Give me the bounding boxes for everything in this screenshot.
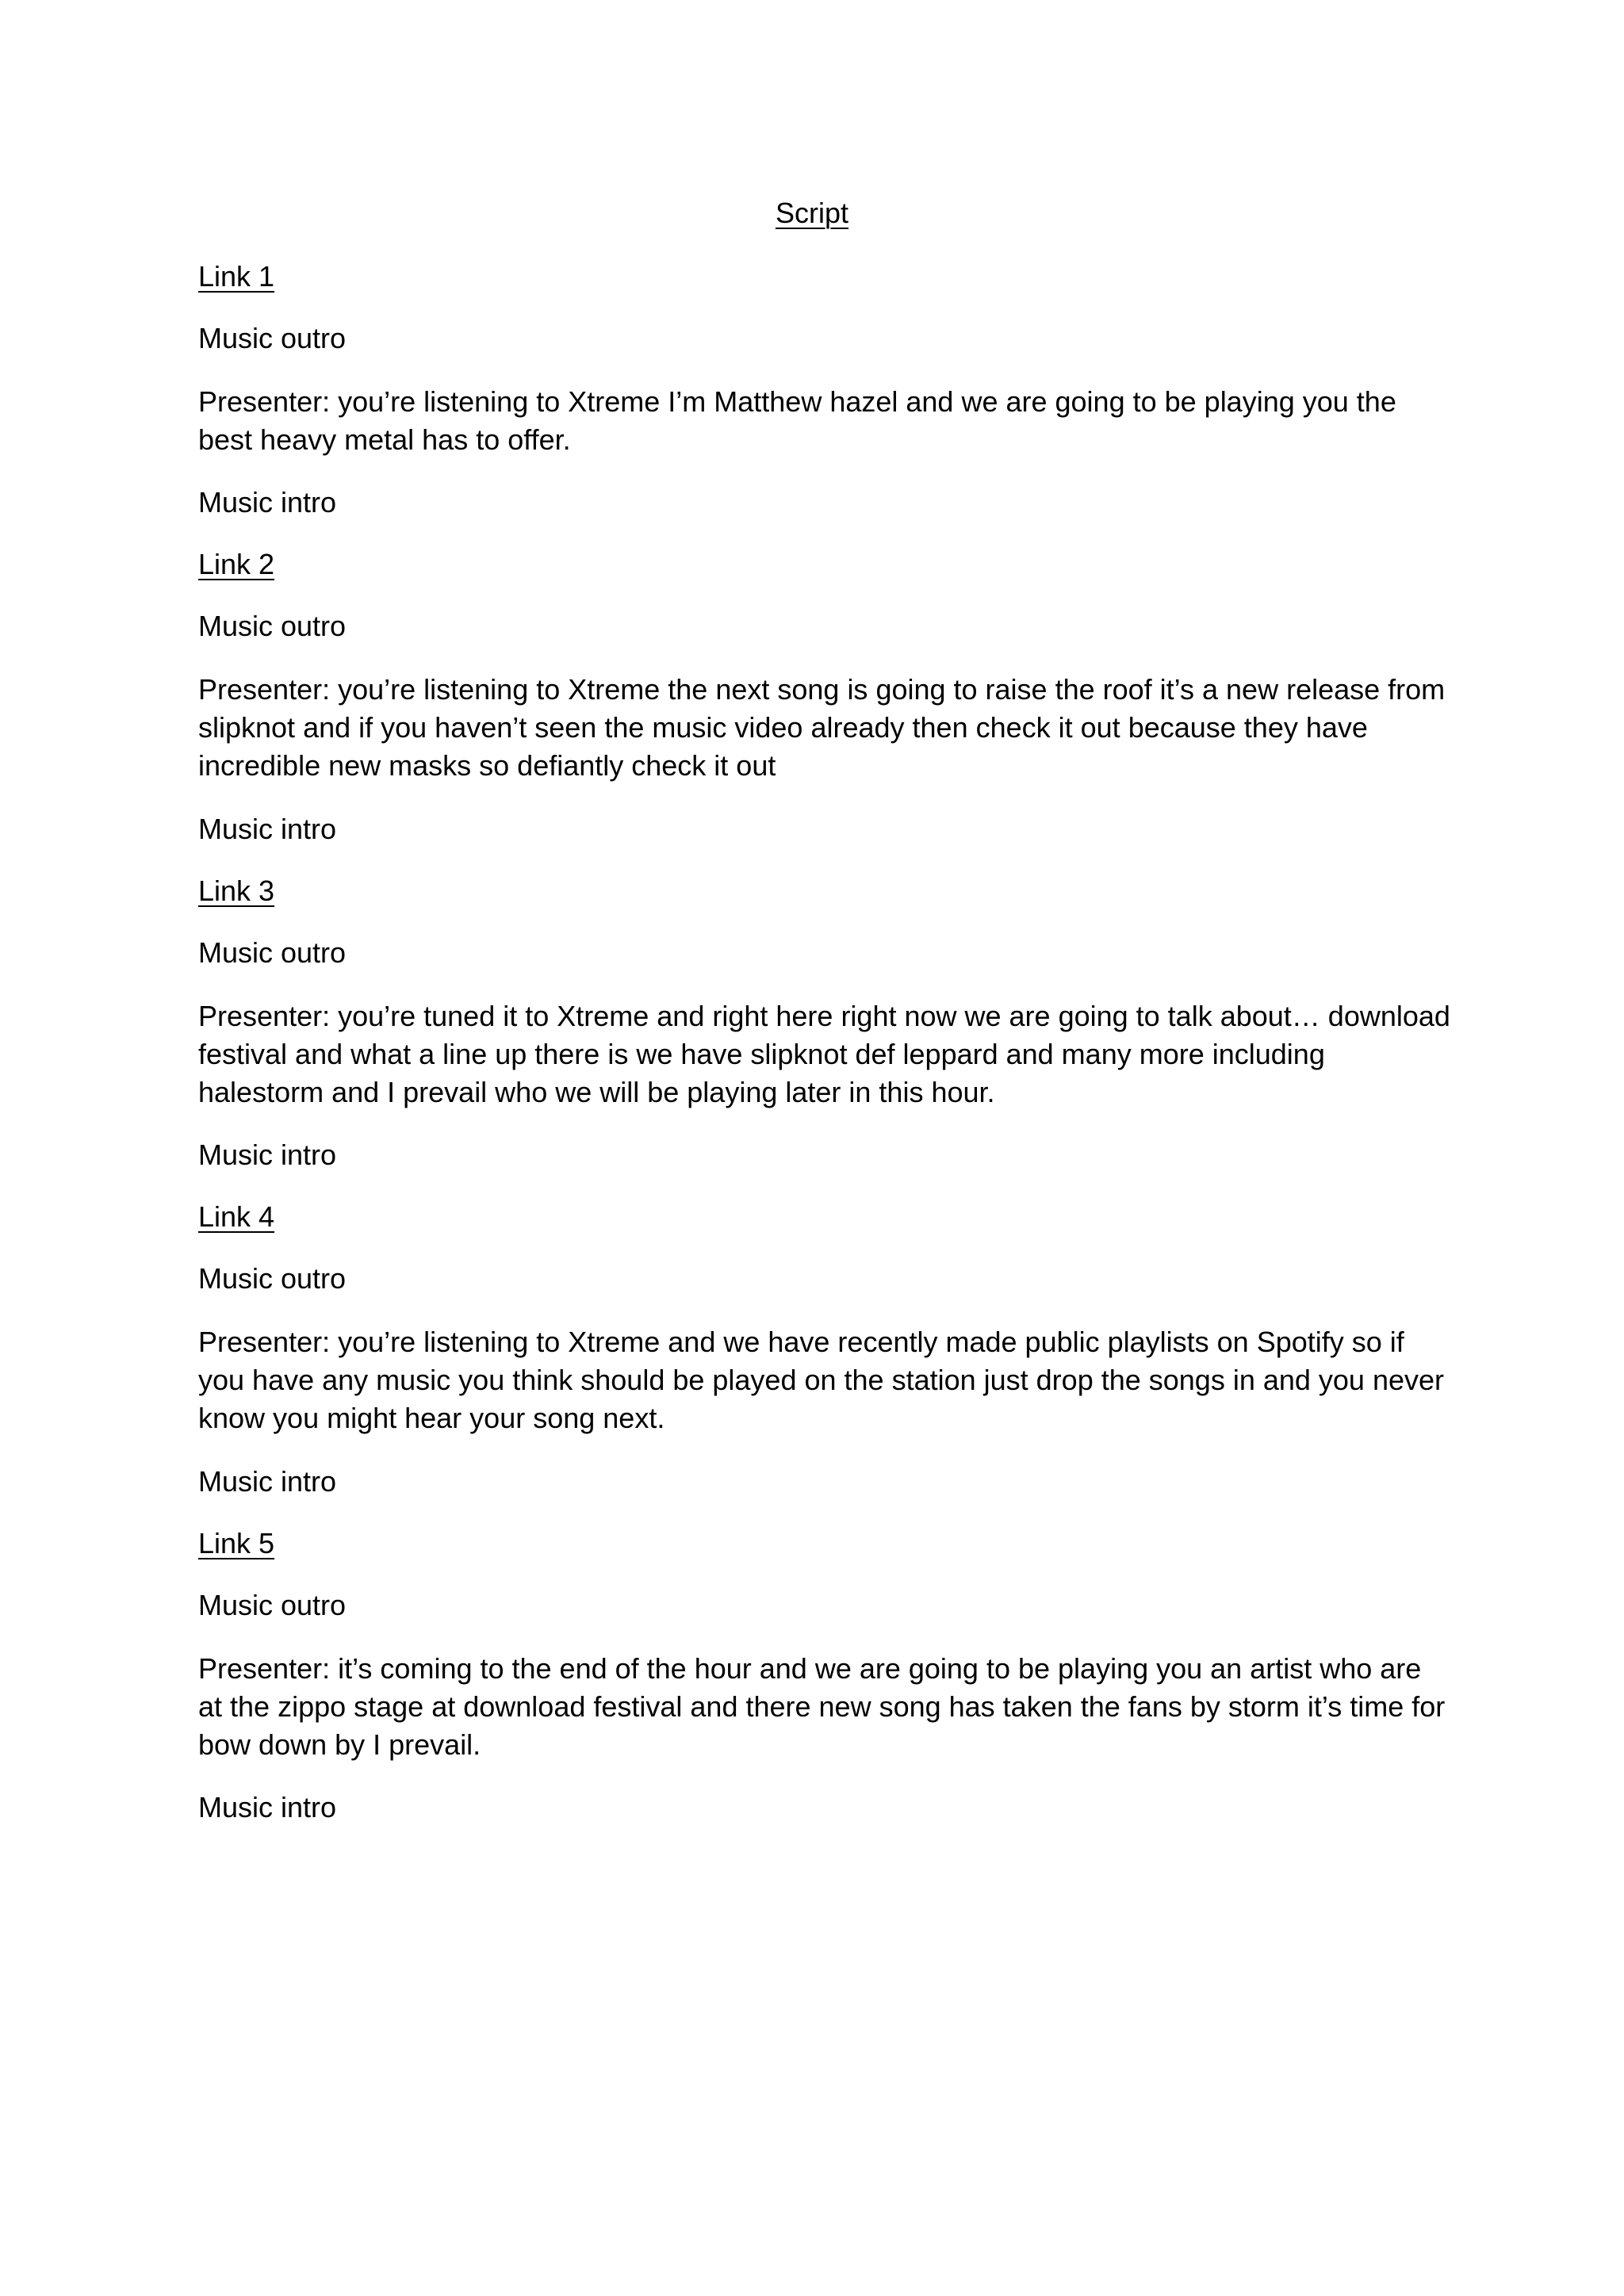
link-5-music-outro: Music outro	[198, 1589, 347, 1621]
link-4-music-outro: Music outro	[198, 1262, 347, 1295]
document-title: Script	[775, 197, 849, 229]
link-3-heading: Link 3	[198, 874, 275, 907]
link-5-heading: Link 5	[198, 1527, 275, 1559]
link-4-heading: Link 4	[198, 1200, 275, 1233]
link-2-music-intro: Music intro	[198, 813, 337, 845]
link-4-presenter-line: Presenter: you’re listening to Xtreme and we have recently made public playlists on Spotify so if you have any music you think should be played on the station just drop the songs in and you never know you might hear your song next.	[198, 1326, 1445, 1434]
link-3-music-outro: Music outro	[198, 936, 347, 969]
link-4-music-intro: Music intro	[198, 1465, 337, 1498]
link-1-presenter-line: Presenter: you’re listening to Xtreme I’m Matthew hazel and we are going to be playing you the best heavy metal has to offer.	[198, 385, 1396, 456]
link-1-heading: Link 1	[198, 260, 275, 293]
link-2-music-outro: Music outro	[198, 610, 347, 642]
link-2-presenter-line: Presenter: you’re listening to Xtreme the next song is going to raise the roof it’s a new release from slipknot and if you haven’t seen the music video already then check it out because they have incredible new masks so defiantly check it out	[198, 673, 1446, 782]
link-5-presenter-line: Presenter: it’s coming to the end of the hour and we are going to be playing you an artist who are at the zippo stage at download festival and there new song has taken the fans by storm it’s time for bow down by I prevail.	[198, 1652, 1446, 1761]
link-1-music-intro: Music intro	[198, 486, 337, 519]
link-3-music-intro: Music intro	[198, 1138, 337, 1171]
link-1-music-outro: Music outro	[198, 322, 347, 354]
link-3-presenter-line: Presenter: you’re tuned it to Xtreme and right here right now we are going to talk about… download festival and what a line up there is we have slipknot def leppard and many more including halestorm and I prevail who we will be playing later in this hour.	[198, 1000, 1450, 1108]
link-5-music-intro: Music intro	[198, 1791, 337, 1823]
link-2-heading: Link 2	[198, 548, 275, 580]
